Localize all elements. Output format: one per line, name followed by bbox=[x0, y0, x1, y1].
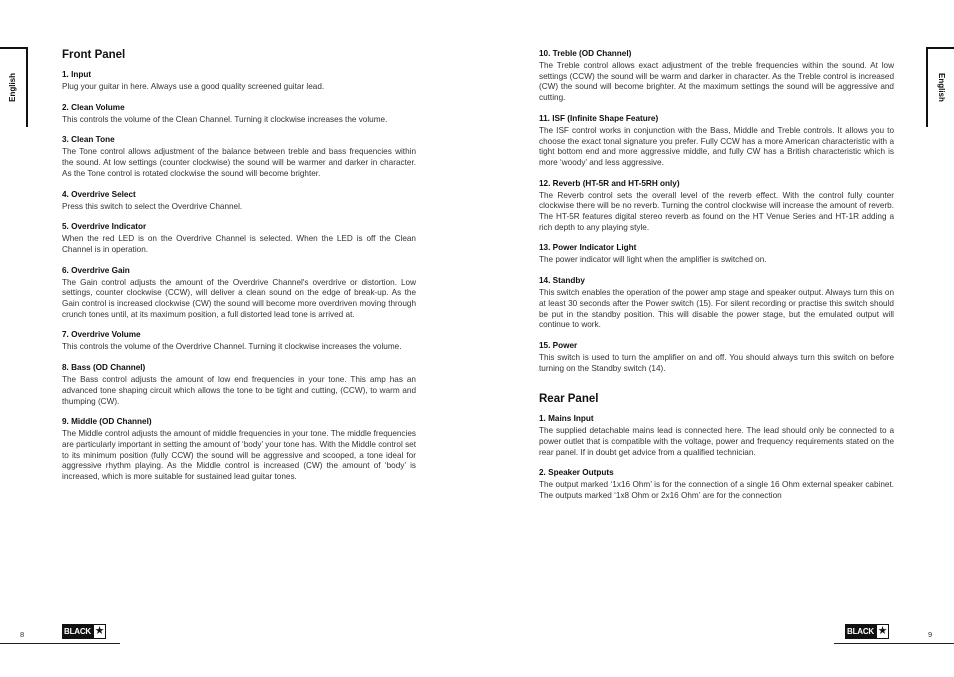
section-item bbox=[62, 103, 416, 126]
item-text: The Middle control adjusts the amount of middle frequencies in your tone. The middle frequencies are particularly important in setting the amount of ‘body’ your tone has. With the Middle control set to its minimum position (fully CCW) the sound will be aggressive and scooped, a tone ideal for aggressive rhythm playing. As the Middle control is increased (CW) the amount of ‘body’ is increased, which is more suitable for sustained lead guitar tones. bbox=[62, 429, 416, 482]
section-item bbox=[62, 190, 416, 213]
blackstar-logo-left bbox=[62, 624, 110, 639]
left-column bbox=[62, 49, 416, 493]
item-heading: 4. Overdrive Select bbox=[62, 189, 136, 199]
section-item bbox=[62, 266, 416, 321]
item-heading: 15. Power bbox=[539, 340, 578, 350]
item-text: The output marked ‘1x16 Ohm’ is for the connection of a single 16 Ohm external speaker cabinet. The outputs marked ‘1x8 Ohm or 2x16 Ohm’ are for the connection bbox=[539, 480, 894, 501]
language-label-left: English bbox=[8, 73, 17, 102]
item-heading: 10. Treble (OD Channel) bbox=[539, 49, 632, 58]
section-item bbox=[539, 276, 894, 331]
item-heading: 1. Mains Input bbox=[539, 414, 594, 424]
section-item bbox=[539, 243, 894, 266]
section-item bbox=[62, 363, 416, 407]
language-label-right: English bbox=[937, 73, 946, 102]
section-item bbox=[62, 135, 416, 179]
item-heading: 8. Bass (OD Channel) bbox=[62, 363, 146, 373]
section-item bbox=[539, 114, 894, 169]
item-heading: 6. Overdrive Gain bbox=[62, 265, 130, 275]
section-item bbox=[539, 414, 894, 458]
language-tab-right bbox=[926, 47, 954, 127]
footer-rule-right bbox=[834, 643, 954, 644]
logo-wordmark: BLACK bbox=[62, 624, 93, 639]
section-item bbox=[539, 49, 894, 104]
item-text: Plug your guitar in here. Always use a good quality screened guitar lead. bbox=[62, 82, 325, 91]
item-text: The Gain control adjusts the amount of the Overdrive Channel's overdrive or distortion. Low settings, counter clockwise (CCW), will deliver a clean sound on the edge of break-up. As the Gain control is increased clockwise (CW) the sound will become more overdriven moving through crunch tones until, at its maximum position, a full distorted lead tone is arrived at. bbox=[62, 277, 416, 319]
item-text: When the red LED is on the Overdrive Channel is selected. When the LED is off the Clean Channel is in operation. bbox=[62, 234, 416, 254]
item-text: The Bass control adjusts the amount of low end frequencies in your tone. This amp has an advanced tone shaping circuit which allows the tone to be tight and cutting, (CCW), to warm and thumping (CW). bbox=[62, 375, 416, 406]
section-item bbox=[62, 70, 416, 93]
item-heading: 7. Overdrive Volume bbox=[62, 330, 141, 340]
item-heading: 9. Middle (OD Channel) bbox=[62, 417, 152, 427]
item-text: The power indicator will light when the amplifier is switched on. bbox=[539, 255, 767, 265]
item-heading: 12. Reverb (HT-5R and HT-5RH only) bbox=[539, 178, 680, 188]
item-text: The Treble control allows exact adjustment of the treble frequencies within the sound. At low settings (CCW) the sound will be warm and darker in character. As the Treble control is increased (CW) the sound will become brighter. At the maximum settings the sound will be aggressive and cutting. bbox=[539, 61, 894, 103]
page-number-right: 9 bbox=[928, 630, 933, 639]
section-item bbox=[539, 341, 894, 374]
right-column bbox=[539, 49, 894, 512]
footer-rule-left bbox=[0, 643, 120, 644]
item-text: This controls the volume of the Clean Channel. Turning it clockwise increases the volume. bbox=[62, 114, 388, 124]
section-item bbox=[62, 417, 416, 483]
item-text: This switch enables the operation of the power amp stage and speaker output. Always turn this on at least 30 seconds after the Power switch (15). For silent recording or practise this switch should be put in the standby position. This will disable the power stage, but the emulated output will continue to work. bbox=[539, 288, 894, 330]
item-heading: 2. Clean Volume bbox=[62, 102, 125, 112]
section-item bbox=[62, 330, 416, 353]
item-text: The Tone control allows adjustment of the balance between treble and bass frequencies within the sound. At low settings (counter clockwise) the sound will be warmer and darker in character. As the Tone control is rotated clockwise the sound will become brighter. bbox=[62, 147, 416, 178]
language-tab-left bbox=[0, 47, 28, 127]
section-item bbox=[539, 179, 894, 234]
front-panel-items bbox=[62, 70, 416, 483]
rear-panel-items bbox=[539, 414, 894, 502]
item-heading: 11. ISF (Infinite Shape Feature) bbox=[539, 113, 659, 123]
rear-panel-title: Rear Panel bbox=[539, 393, 599, 406]
item-heading: 1. Input bbox=[62, 70, 92, 79]
item-text: The Reverb control sets the overall level of the reverb effect. With the control fully counter clockwise there will be no reverb. Turning the control clockwise will increase the amount of reverb. The HT-5R features digital stereo reverb as found on the HT Venue Series and HT-1R adding a rich depth to any playing style. bbox=[539, 190, 894, 232]
item-heading: 2. Speaker Outputs bbox=[539, 468, 614, 478]
section-item bbox=[62, 222, 416, 255]
section-item bbox=[539, 468, 894, 501]
star-icon: ★ bbox=[877, 625, 888, 637]
item-text: This switch is used to turn the amplifier on and off. You should always turn this switch on before turning on the Standby switch (14). bbox=[539, 352, 894, 373]
star-icon: ★ bbox=[94, 625, 105, 637]
item-text: The ISF control works in conjunction with the Bass, Middle and Treble controls. It allows you to choose the exact tonal signature you prefer. Fully CCW has a more American characteristic with a tight bottom end and more aggressive middle, and fully CW has a British characteristic which is more ‘woody’ and less aggressive. bbox=[539, 125, 894, 167]
page-number-left: 8 bbox=[20, 630, 25, 639]
item-text: Press this switch to select the Overdrive Channel. bbox=[62, 201, 243, 211]
item-heading: 5. Overdrive Indicator bbox=[62, 222, 147, 232]
item-heading: 14. Standby bbox=[539, 276, 585, 286]
front-panel-title: Front Panel bbox=[62, 49, 126, 61]
item-text: This controls the volume of the Overdrive Channel. Turning it clockwise increases the volume. bbox=[62, 342, 402, 352]
blackstar-logo-right bbox=[845, 624, 893, 639]
front-panel-items-continued bbox=[539, 49, 894, 374]
item-heading: 3. Clean Tone bbox=[62, 135, 115, 145]
item-heading: 13. Power Indicator Light bbox=[539, 243, 637, 253]
item-text: The supplied detachable mains lead is connected here. The lead should only be connected to a power outlet that is compatible with the voltage, power and frequency requirements stated on the rear panel. If in doubt get advice from a qualified technician. bbox=[539, 426, 894, 457]
logo-wordmark: BLACK bbox=[845, 624, 876, 639]
